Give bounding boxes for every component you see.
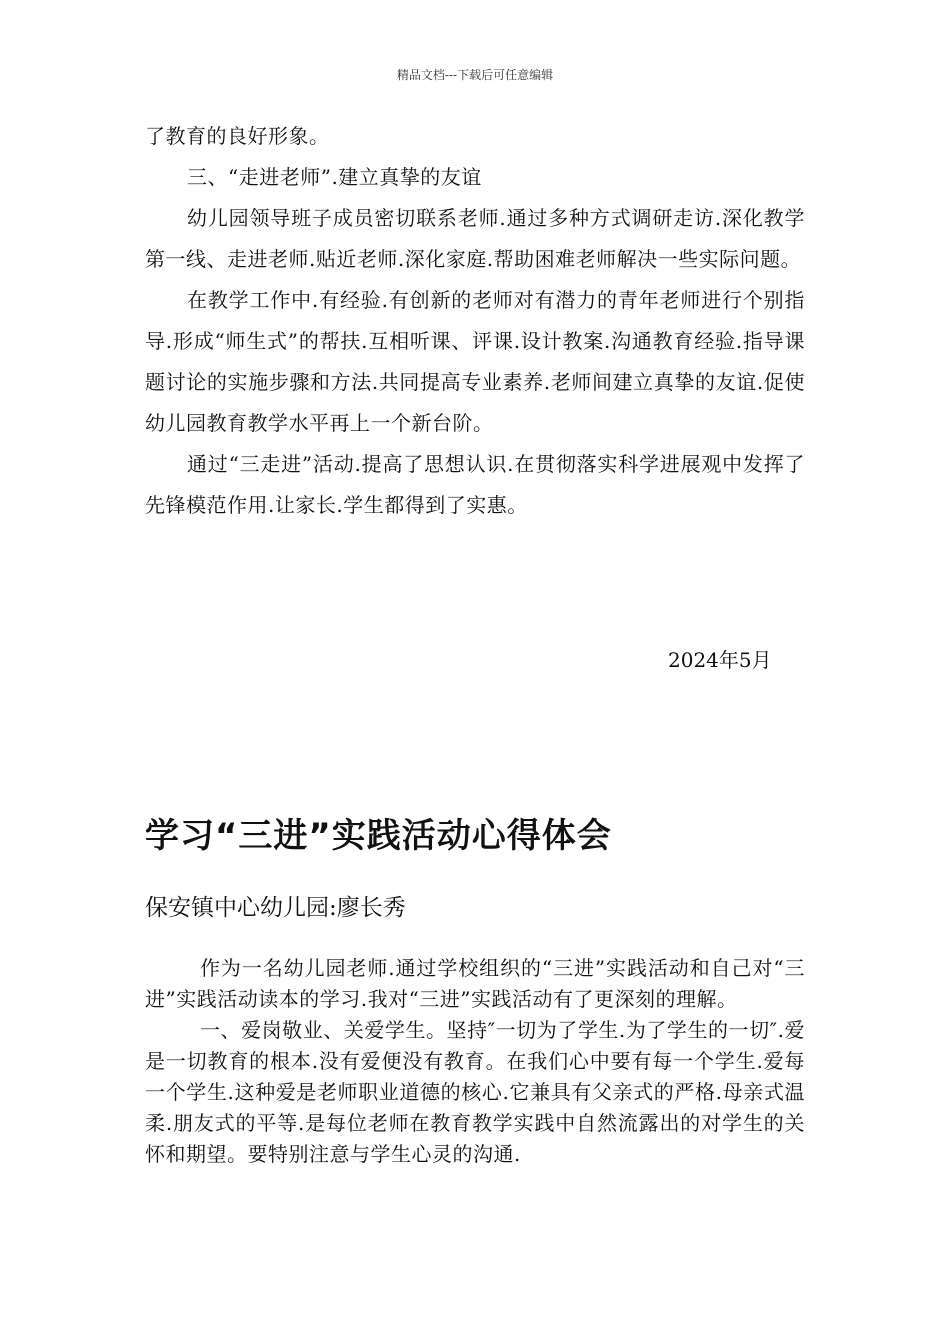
paragraph: 通过“三走进”活动.提高了思想认识.在贯彻落实科学进展观中发挥了先锋模范作用.让家长.学生都得到了实惠。 <box>145 452 805 517</box>
date-line: 2024年5月 <box>668 648 772 672</box>
paragraph: 了教育的良好形象。 <box>145 124 330 148</box>
page-header: 精品文档---下载后可任意编辑 <box>396 68 554 82</box>
section-body <box>145 116 805 526</box>
article-body <box>145 953 805 1170</box>
paragraph: 作为一名幼儿园老师.通过学校组织的“三进”实践活动和自己对“三进”实践活动读本的学习.我对“三进”实践活动有了更深刻的理解。 <box>145 956 805 1011</box>
article-title: 学习“三进”实践活动心得体会 <box>145 816 612 856</box>
section-heading: 三、“走进老师”.建立真挚的友谊 <box>187 165 482 189</box>
paragraph: 幼儿园领导班子成员密切联系老师.通过多种方式调研走访.深化教学第一线、走进老师.贴近老师.深化家庭.帮助困难老师解决一些实际问题。 <box>145 206 805 271</box>
paragraph: 在教学工作中.有经验.有创新的老师对有潜力的青年老师进行个别指导.形成“师生式”的帮扶.互相听课、评课.设计教案.沟通教育经验.指导课题讨论的实施步骤和方法.共同提高专业素养.老师间建立真挚的友谊.促使幼儿园教育教学水平再上一个新台阶。 <box>145 288 805 435</box>
article-author: 保安镇中心幼儿园:廖长秀 <box>145 895 406 921</box>
paragraph: 一、爱岗敬业、关爱学生。坚持″一切为了学生.为了学生的一切″.爱是一切教育的根本.没有爱便没有教育。在我们心中要有每一个学生.爱每一个学生.这种爱是老师职业道德的核心.它兼具有父亲式的严格.母亲式温柔.朋友式的平等.是每位老师在教育教学实践中自然流露出的对学生的关怀和期望。要特别注意与学生心灵的沟通. <box>145 1018 805 1166</box>
